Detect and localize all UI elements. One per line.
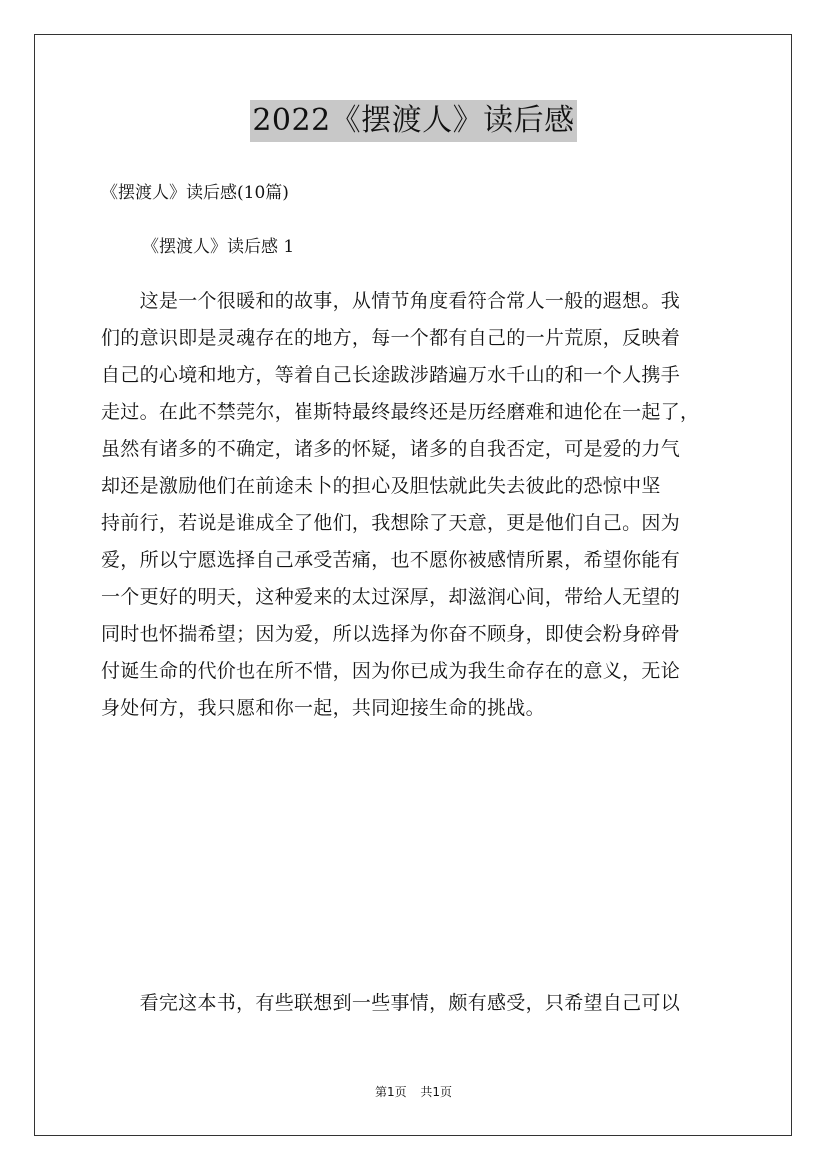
- section-heading: 《摆渡人》读后感 1: [142, 237, 295, 257]
- paragraph-line: 身处何方，我只愿和你一起，共同迎接生命的挑战。: [101, 697, 545, 719]
- page-number: 第1页: [374, 1085, 407, 1099]
- paragraph-line: 一个更好的明天，这种爱来的太过深厚，却滋润心间，带给人无望的: [101, 586, 681, 608]
- title-container: [0, 100, 827, 142]
- page-footer: [0, 1083, 827, 1101]
- paragraph-line: 付诞生命的代价也在所不惜，因为你已成为我生命存在的意义，无论: [101, 660, 681, 682]
- document-title: 2022《摆渡人》读后感: [250, 100, 576, 142]
- paragraph-line: 同时也怀揣希望；因为爱，所以选择为你奋不顾身，即使会粉身碎骨: [101, 623, 681, 645]
- paragraph-line: 爱，所以宁愿选择自己承受苦痛，也不愿你被感情所累，希望你能有: [101, 549, 681, 571]
- paragraph-2: 看完这本书，有些联想到一些事情，颇有感受，只希望自己可以: [101, 992, 681, 1014]
- paragraph-line: 自己的心境和地方，等着自己长途跋涉踏遍万水千山的和一个人携手: [101, 364, 681, 386]
- paragraph-line: 这是一个很暖和的故事，从情节角度看符合常人一般的遐想。我: [101, 290, 681, 312]
- page-total: 共1页: [420, 1085, 453, 1099]
- paragraph-line: 们的意识即是灵魂存在的地方，每一个都有自己的一片荒原，反映着: [101, 327, 681, 349]
- document-subtitle: 《摆渡人》读后感(10篇): [101, 183, 289, 203]
- paragraph-line: 持前行，若说是谁成全了他们，我想除了天意，更是他们自己。因为: [101, 512, 681, 534]
- paragraph-line: 走过。在此不禁莞尔，崔斯特最终最终还是历经磨难和迪伦在一起了，: [101, 401, 700, 423]
- paragraph-line: 却还是激励他们在前途未卜的担心及胆怯就此失去彼此的恐惊中坚: [101, 475, 661, 497]
- paragraph-line: 虽然有诸多的不确定，诸多的怀疑，诸多的自我否定，可是爱的力气: [101, 438, 681, 460]
- paragraph-1: [101, 283, 733, 727]
